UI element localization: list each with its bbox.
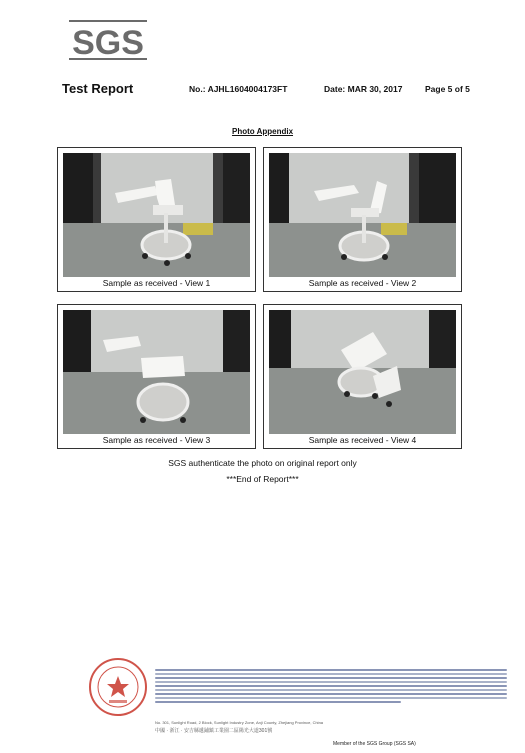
photo-view-3 <box>57 304 256 449</box>
red-stamp-seal <box>87 656 149 718</box>
page-number: Page 5 of 5 <box>425 84 470 94</box>
report-header <box>62 82 474 98</box>
photo-appendix-title: Photo Appendix <box>231 127 294 136</box>
chair-photo-2 <box>269 153 456 277</box>
photo-caption-4: Sample as received - View 4 <box>308 435 417 445</box>
photo-caption-3: Sample as received - View 3 <box>102 435 211 445</box>
chair-photo-4 <box>269 310 456 434</box>
photo-view-2 <box>263 147 462 292</box>
terms-text-block <box>155 667 507 705</box>
chair-photo-1 <box>63 153 250 277</box>
photo-view-4 <box>263 304 462 449</box>
end-of-report: ***End of Report*** <box>226 474 299 484</box>
authenticate-note: SGS authenticate the photo on original report only <box>168 458 357 468</box>
member-of-sgs-group: Member of the SGS Group (SGS SA) <box>333 741 416 747</box>
sgs-logo <box>67 18 149 64</box>
footer-fine-print <box>155 667 525 734</box>
sgs-logo-text: SGS <box>72 24 144 62</box>
photo-caption-1: Sample as received - View 1 <box>102 278 211 288</box>
photo-caption-2: Sample as received - View 2 <box>308 278 417 288</box>
chair-photo-3 <box>63 310 250 434</box>
report-title: Test Report <box>62 81 134 96</box>
address-cn: 中國 · 浙江 · 安吉縣遞鋪鎮工業園二區陽光大道301號 <box>155 728 273 734</box>
photo-view-1 <box>57 147 256 292</box>
report-number: No.: AJHL1604004173FT <box>189 84 288 94</box>
address-en: No. 301, Sunlight Road, 2 Block, Sunlight Industry Zone, Anji County, Zhejiang Province, China <box>155 720 324 725</box>
report-date: Date: MAR 30, 2017 <box>324 84 403 94</box>
